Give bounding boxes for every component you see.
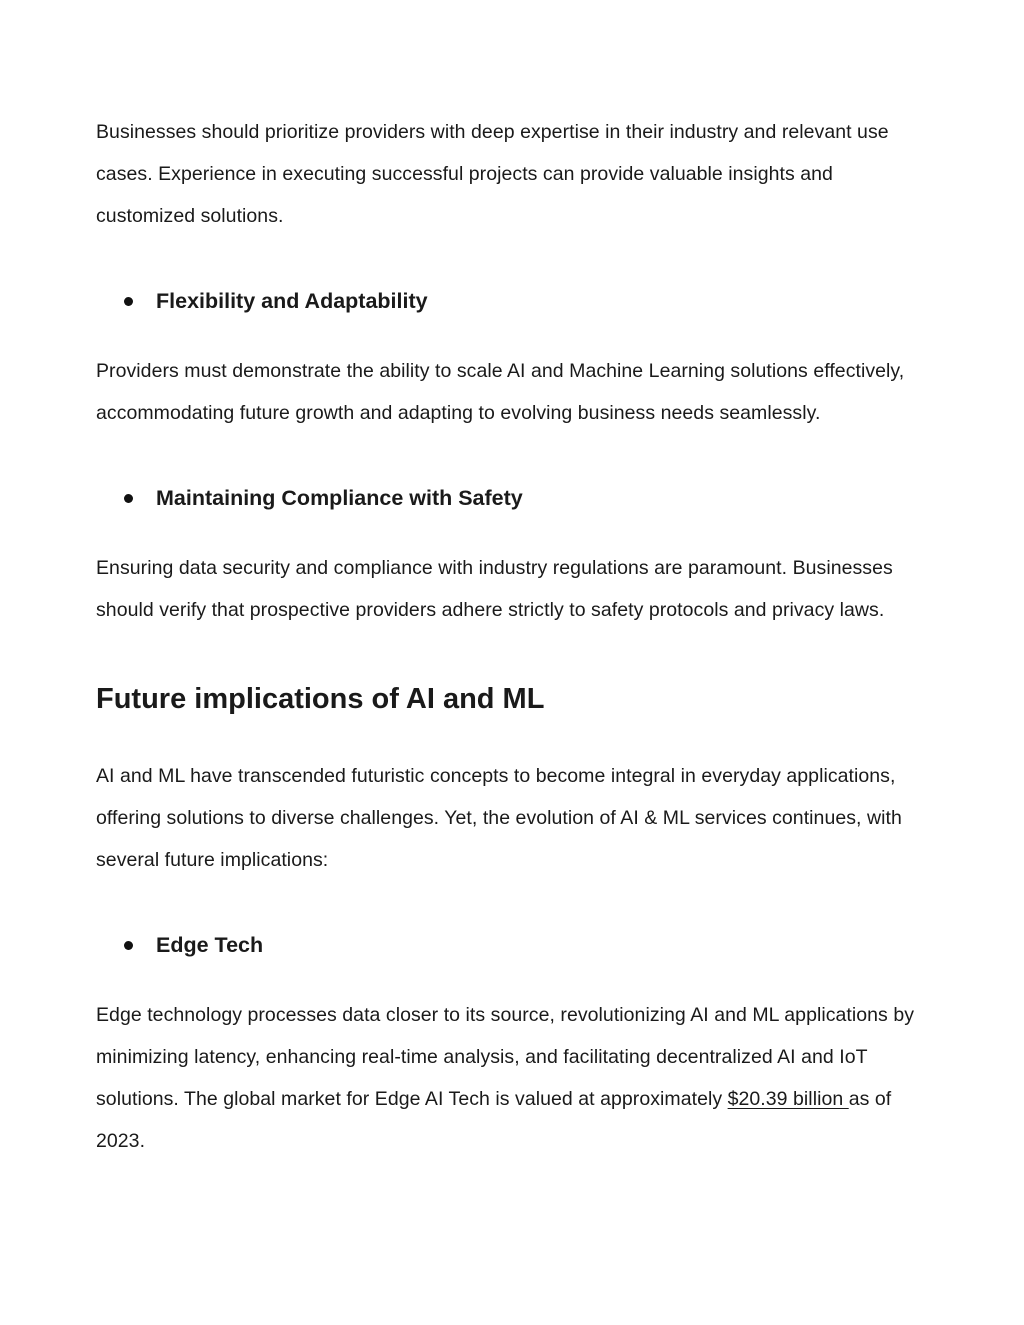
intro-paragraph: Businesses should prioritize providers with deep expertise in their industry and relevant use cases. Experience in executing successful projects can provide valuable insights and customized solutions. bbox=[96, 121, 889, 227]
bullet-heading-compliance: Maintaining Compliance with Safety bbox=[156, 486, 523, 510]
bullet-heading-flexibility: Flexibility and Adaptability bbox=[156, 289, 428, 313]
bullet-heading-edge-tech: Edge Tech bbox=[156, 933, 264, 957]
flexibility-paragraph: Providers must demonstrate the ability to scale AI and Machine Learning solutions effectively, accommodating future growth and adapting to evolving business needs seamlessly. bbox=[96, 360, 905, 424]
edge-tech-text-after-link: as of 2023. bbox=[96, 1088, 892, 1152]
bullet-flexibility bbox=[124, 286, 924, 316]
section-heading-future: Future implications of AI and ML bbox=[96, 683, 545, 715]
compliance-paragraph: Ensuring data security and compliance with industry regulations are paramount. Businesses should verify that prospective providers adhere strictly to safety protocols and privacy laws. bbox=[96, 557, 893, 621]
bullet-dot-icon bbox=[124, 941, 133, 950]
bullet-dot-icon bbox=[124, 297, 133, 306]
edge-tech-paragraph bbox=[96, 994, 936, 1162]
bullet-compliance bbox=[124, 483, 924, 513]
bullet-dot-icon bbox=[124, 494, 133, 503]
edge-ai-market-link[interactable]: $20.39 billion bbox=[727, 1088, 849, 1110]
edge-tech-text-before-link: Edge technology processes data closer to its source, revolutionizing AI and ML applications by minimizing latency, enhancing real-time analysis, and facilitating decentralized AI and IoT solutions. The global market for Edge AI Tech is valued at approximately bbox=[96, 1004, 915, 1110]
bullet-edge-tech bbox=[124, 930, 924, 960]
future-paragraph: AI and ML have transcended futuristic concepts to become integral in everyday applications, offering solutions to diverse challenges. Yet, the evolution of AI & ML services continues, with several future implications: bbox=[96, 765, 902, 871]
